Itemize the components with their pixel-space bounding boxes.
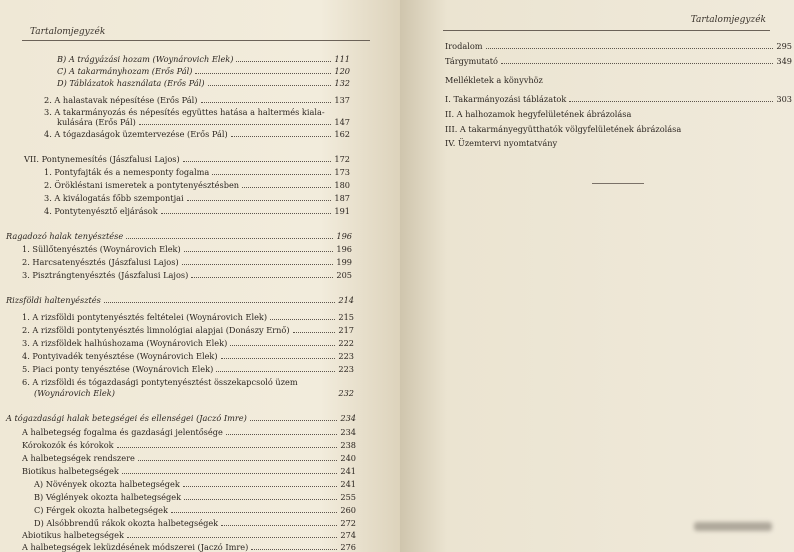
toc-entry-label: 1. Süllőtenyésztés (Woynárovich Elek): [22, 244, 181, 254]
toc-entry-label: D) Táblázatok használata (Erős Pál): [57, 78, 205, 88]
running-head: Tartalomjegyzék: [30, 27, 106, 37]
leader-dots: [126, 238, 333, 239]
leader-dots: [501, 63, 773, 64]
leader-dots: [104, 302, 336, 303]
toc-entry-page: 196: [336, 244, 352, 254]
leader-dots: [221, 525, 337, 526]
toc-entry-page: 137: [334, 95, 350, 105]
toc-entry: [22, 466, 356, 476]
toc-entry-label: Tárgymutató: [445, 56, 498, 66]
toc-section: [6, 413, 356, 423]
toc-section-label: Rizsföldi haltenyésztés: [6, 295, 101, 305]
toc-entry: [57, 117, 350, 127]
header-rule: [22, 40, 370, 41]
toc-entry: [34, 505, 356, 515]
toc-entry-label: 6. A rizsföldi és tógazdasági pontytenyésztést összekapcsoló üzem: [22, 377, 298, 387]
leader-dots: [139, 124, 331, 125]
toc-entry: [22, 427, 356, 437]
toc-entry-page: 147: [334, 117, 350, 127]
toc-entry-label: 2. Harcsatenyésztés (Jászfalusi Lajos): [22, 257, 179, 267]
leader-dots: [208, 85, 332, 86]
toc-section-label: Ragadozó halak tenyésztése: [6, 231, 124, 241]
toc-entry: [22, 325, 354, 335]
leader-dots: [117, 447, 338, 448]
leader-dots: [191, 277, 333, 278]
toc-entry-page: 187: [334, 193, 350, 203]
toc-entry-page: 223: [338, 351, 354, 361]
running-head: Tartalomjegyzék: [690, 15, 766, 25]
leader-dots: [236, 61, 331, 62]
toc-entry: [34, 518, 356, 528]
toc-section: [24, 154, 350, 164]
toc-entry: [34, 388, 354, 398]
toc-entry: [44, 206, 350, 216]
toc-section: [6, 231, 352, 241]
toc-entry-page: 132: [334, 78, 350, 88]
toc-entry-page: 196: [336, 231, 352, 241]
leader-dots: [212, 174, 331, 175]
toc-entry-page: 172: [334, 154, 350, 164]
toc-entry-label: 1. A rizsföldi pontytenyésztés feltételei (Woynárovich Elek): [22, 312, 268, 322]
toc-entry: [22, 530, 356, 540]
toc-entry-page: 223: [338, 364, 354, 374]
leader-dots: [184, 499, 337, 500]
toc-entry-label: kulására (Erős Pál): [57, 117, 136, 127]
toc-entry: [22, 270, 352, 280]
toc-section-label: Mellékletek a könyvhöz: [445, 75, 543, 85]
leader-dots: [187, 200, 332, 201]
toc-entry-label: C) A takarmányhozam (Erős Pál): [57, 66, 193, 76]
leader-dots: [251, 549, 337, 550]
toc-entry: [44, 180, 350, 190]
toc-entry-page: 240: [340, 453, 356, 463]
toc-entry: [57, 66, 350, 76]
toc-entry-label: Biotikus halbetegségek: [22, 466, 119, 476]
toc-entry-page: 111: [334, 54, 350, 64]
leader-space: [118, 395, 335, 396]
toc-entry-page: 222: [338, 338, 354, 348]
toc-entry-page: 234: [340, 427, 356, 437]
toc-entry-page: 255: [340, 492, 356, 502]
right-page: [400, 0, 794, 552]
leader-dots: [138, 460, 338, 461]
toc-entry-label: B) A trágyázási hozam (Woynárovich Elek): [57, 54, 234, 64]
toc-entry-label: 3. A kiválogatás főbb szempontjai: [44, 193, 184, 203]
toc-entry-page: 173: [334, 167, 350, 177]
leader-dots: [127, 537, 337, 538]
toc-entry: [44, 193, 350, 203]
leader-dots: [230, 345, 335, 346]
toc-entry-label: 4. Pontyivadék tenyésztése (Woynárovich Elek): [22, 351, 218, 361]
toc-section-label: A tógazdasági halak betegségei és ellenségei (Jaczó Imre): [6, 413, 247, 423]
toc-entry: [22, 364, 354, 374]
toc-entry-page: 274: [340, 530, 356, 540]
toc-entry: [22, 257, 352, 267]
toc-entry-label: IV. Üzemtervi nyomtatvány: [445, 138, 558, 148]
toc-entry-page: 303: [776, 94, 792, 104]
toc-entry-label: 2. A rizsföldi pontytenyésztés limnológiai alapjai (Donászy Ernő): [22, 325, 290, 335]
toc-entry: [34, 479, 356, 489]
toc-entry-label: Irodalom: [445, 41, 483, 51]
leader-dots: [293, 332, 336, 333]
toc-entry-page: 276: [340, 542, 356, 552]
toc-entry-page: 120: [334, 66, 350, 76]
toc-entry-page: 272: [340, 518, 356, 528]
toc-entry-page: 234: [340, 413, 356, 423]
toc-entry: [22, 244, 352, 254]
toc-entry-label: B) Véglények okozta halbetegségek: [34, 492, 182, 502]
toc-entry-page: 180: [334, 180, 350, 190]
toc-entry: [44, 95, 350, 105]
toc-entry: [22, 351, 354, 361]
leader-dots: [183, 486, 338, 487]
toc-section-label: VII. Pontynemesítés (Jászfalusi Lajos): [24, 154, 180, 164]
toc-entry-page: 238: [340, 440, 356, 450]
toc-entry-label: 5. Piaci ponty tenyésztése (Woynárovich Elek): [22, 364, 214, 374]
leader-dots: [216, 371, 335, 372]
leader-dots: [250, 420, 338, 421]
toc-entry: [445, 56, 792, 66]
toc-entry-label: 3. A takarmányozás és népesítés együttes hatása a haltermés kiala-: [44, 107, 325, 117]
toc-entry-label: (Woynárovich Elek): [34, 388, 115, 398]
toc-section: [6, 295, 354, 305]
toc-entry-label: I. Takarmányozási táblázatok: [445, 94, 567, 104]
leader-dots: [226, 434, 338, 435]
toc-entry-label: Abiotikus halbetegségek: [22, 530, 124, 540]
header-rule: [443, 30, 770, 31]
leader-dots: [122, 473, 338, 474]
leader-dots: [486, 48, 774, 49]
section-divider: [592, 183, 644, 184]
toc-entry-label: A halbetegség fogalma és gazdasági jelentősége: [22, 427, 223, 437]
leader-dots: [231, 136, 332, 137]
leader-dots: [171, 512, 337, 513]
leader-dots: [182, 264, 334, 265]
leader-dots: [270, 319, 335, 320]
toc-entry-label: III. A takarmányegyütthatók völgyfelületének ábrázolása: [445, 124, 682, 134]
leader-dots: [183, 161, 332, 162]
toc-entry: [57, 54, 350, 64]
toc-entry: [22, 542, 356, 552]
toc-entry-page: 162: [334, 129, 350, 139]
toc-entry-page: 260: [340, 505, 356, 515]
toc-entry-label: 4. A tógazdaságok üzemtervezése (Erős Pál): [44, 129, 228, 139]
toc-entry: [44, 129, 350, 139]
leader-dots: [569, 101, 773, 102]
toc-entry: [22, 453, 356, 463]
toc-entry-label: Kórokozók és kórokok: [22, 440, 114, 450]
toc-entry-label: 1. Pontyfajták és a nemesponty fogalma: [44, 167, 210, 177]
blurred-watermark: [694, 522, 772, 531]
toc-entry-label: D) Alsóbbrendű rákok okozta halbetegségek: [34, 518, 219, 528]
toc-entry-page: 232: [338, 388, 354, 398]
toc-entry-page: 295: [776, 41, 792, 51]
toc-entry: [57, 78, 350, 88]
toc-entry-page: 199: [336, 257, 352, 267]
toc-entry: [44, 167, 350, 177]
toc-entry-label: A) Növények okozta halbetegségek: [34, 479, 180, 489]
toc-entry: [22, 312, 354, 322]
toc-entry-page: 241: [340, 466, 356, 476]
toc-entry-page: 215: [338, 312, 354, 322]
toc-entry-label: II. A halhozamok hegyfelületének ábrázolása: [445, 109, 632, 119]
toc-entry-label: 3. A rizsföldek halhúshozama (Woynárovich Elek): [22, 338, 228, 348]
leader-dots: [221, 358, 336, 359]
leader-dots: [184, 251, 334, 252]
leader-dots: [201, 102, 332, 103]
toc-entry-page: 214: [338, 295, 354, 305]
leader-dots: [195, 73, 331, 74]
leader-dots: [161, 213, 332, 214]
toc-entry: [34, 492, 356, 502]
toc-entry: [22, 338, 354, 348]
toc-entry: [22, 440, 356, 450]
toc-entry-page: 217: [338, 325, 354, 335]
toc-entry: [445, 41, 792, 51]
toc-entry-label: 2. A halastavak népesítése (Erős Pál): [44, 95, 198, 105]
toc-entry-label: 2. Örökléstani ismeretek a pontytenyésztésben: [44, 180, 240, 190]
toc-entry-page: 191: [334, 206, 350, 216]
toc-entry-page: 349: [776, 56, 792, 66]
toc-entry-label: C) Férgek okozta halbetegségek: [34, 505, 168, 515]
leader-dots: [242, 187, 331, 188]
toc-entry-page: 241: [340, 479, 356, 489]
toc-entry: [445, 94, 792, 104]
toc-entry-label: A halbetegségek rendszere: [22, 453, 135, 463]
toc-entry-page: 205: [336, 270, 352, 280]
toc-entry-label: A halbetegségek leküzdésének módszerei (Jaczó Imre): [22, 542, 249, 552]
toc-entry-label: 3. Pisztrángtenyésztés (Jászfalusi Lajos): [22, 270, 189, 280]
toc-entry-label: 4. Pontytenyésztő eljárások: [44, 206, 158, 216]
